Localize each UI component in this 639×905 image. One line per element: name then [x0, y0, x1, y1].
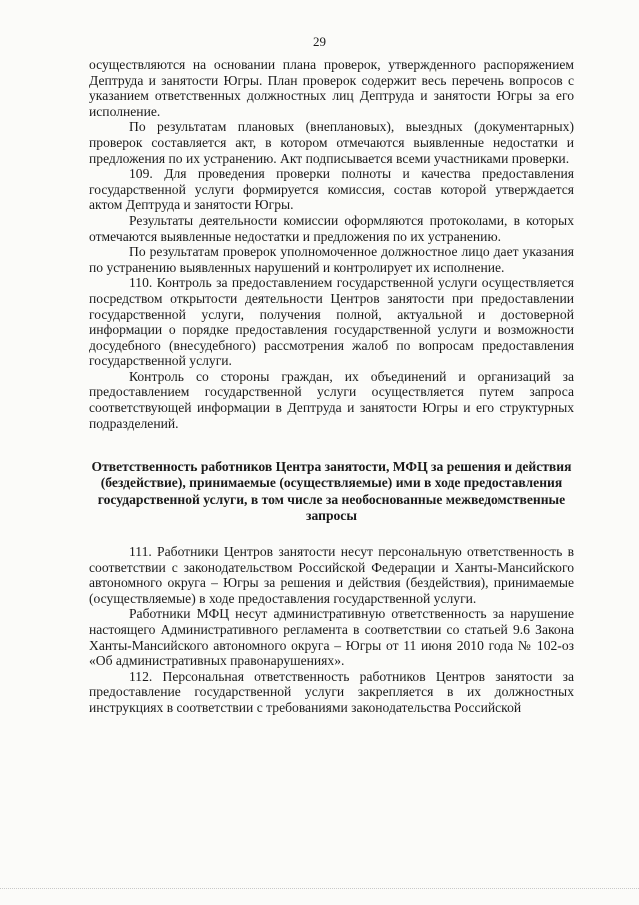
paragraph: По результатам проверок уполномоченное должностное лицо дает указания по устранению выявленных нарушений и контролирует их исполнение. [89, 244, 574, 275]
page-number: 29 [313, 34, 326, 49]
scan-edge-dots [0, 888, 639, 890]
paragraph: осуществляются на основании плана проверок, утвержденного распоряжением Дептруда и занятости Югры. План проверок содержит весь перечень вопросов с указанием ответственных должностных лиц Дептруда и занятости Югры за его исполнение. [89, 57, 574, 119]
paragraph: Результаты деятельности комиссии оформляются протоколами, в которых отмечаются выявленные недостатки и предложения по их устранению. [89, 212, 574, 244]
paragraph-item-112: 112. Персональная ответственность работников Центров занятости за предоставление государственной услуги закрепляется в их должностных инструкциях в соответствии с требованиями законодательства Российской [89, 668, 574, 715]
paragraph: Работники МФЦ несут административную ответственность за нарушение настоящего Административного регламента в соответствии со статьей 9.6 Закона Ханты-Мансийского автономного округа – Югры от 11 июня 2010 года № 102-оз «Об административных правонарушениях». [89, 606, 574, 669]
paragraph-item-109: 109. Для проведения проверки полноты и качества предоставления государственной услуги формируется комиссия, состав которой утверждается актом Дептруда и занятости Югры. [89, 166, 574, 213]
paragraph: По результатам плановых (внеплановых), выездных (документарных) проверок составляется акт, в котором отмечаются выявленные недостатки и предложения по их устранению. Акт подписывается всеми участниками проверки. [89, 119, 574, 166]
section-heading: Ответственность работников Центра занятости, МФЦ за решения и действия (бездействие), принимаемые (осуществляемые) ими в ходе предоставления государственной услуги, в том числе за необоснованные межведомственные запросы [91, 459, 572, 523]
paragraph-item-110: 110. Контроль за предоставлением государственной услуги осуществляется посредством открытости деятельности Центров занятости при предоставлении государственной услуги, получения полной, актуальной и достоверной информации о порядке предоставления государственной услуги и возможности досудебного (внесудебного) рассмотрения жалоб по вопросам предоставления государственной услуги. [89, 275, 574, 369]
document-body [89, 57, 574, 716]
paragraph: Контроль со стороны граждан, их объединений и организаций за предоставлением государственной услуги осуществляется путем запроса соответствующей информации в Дептруда и занятости Югры и его структурных подразделений. [89, 368, 574, 431]
paragraph-item-111: 111. Работники Центров занятости несут персональную ответственность в соответствии с законодательством Российской Федерации и Ханты-Мансийского автономного округа – Югры за решения и действия (бездействия), принимаемые (осуществляемые) в ходе предоставления государственной услуги. [89, 544, 574, 606]
